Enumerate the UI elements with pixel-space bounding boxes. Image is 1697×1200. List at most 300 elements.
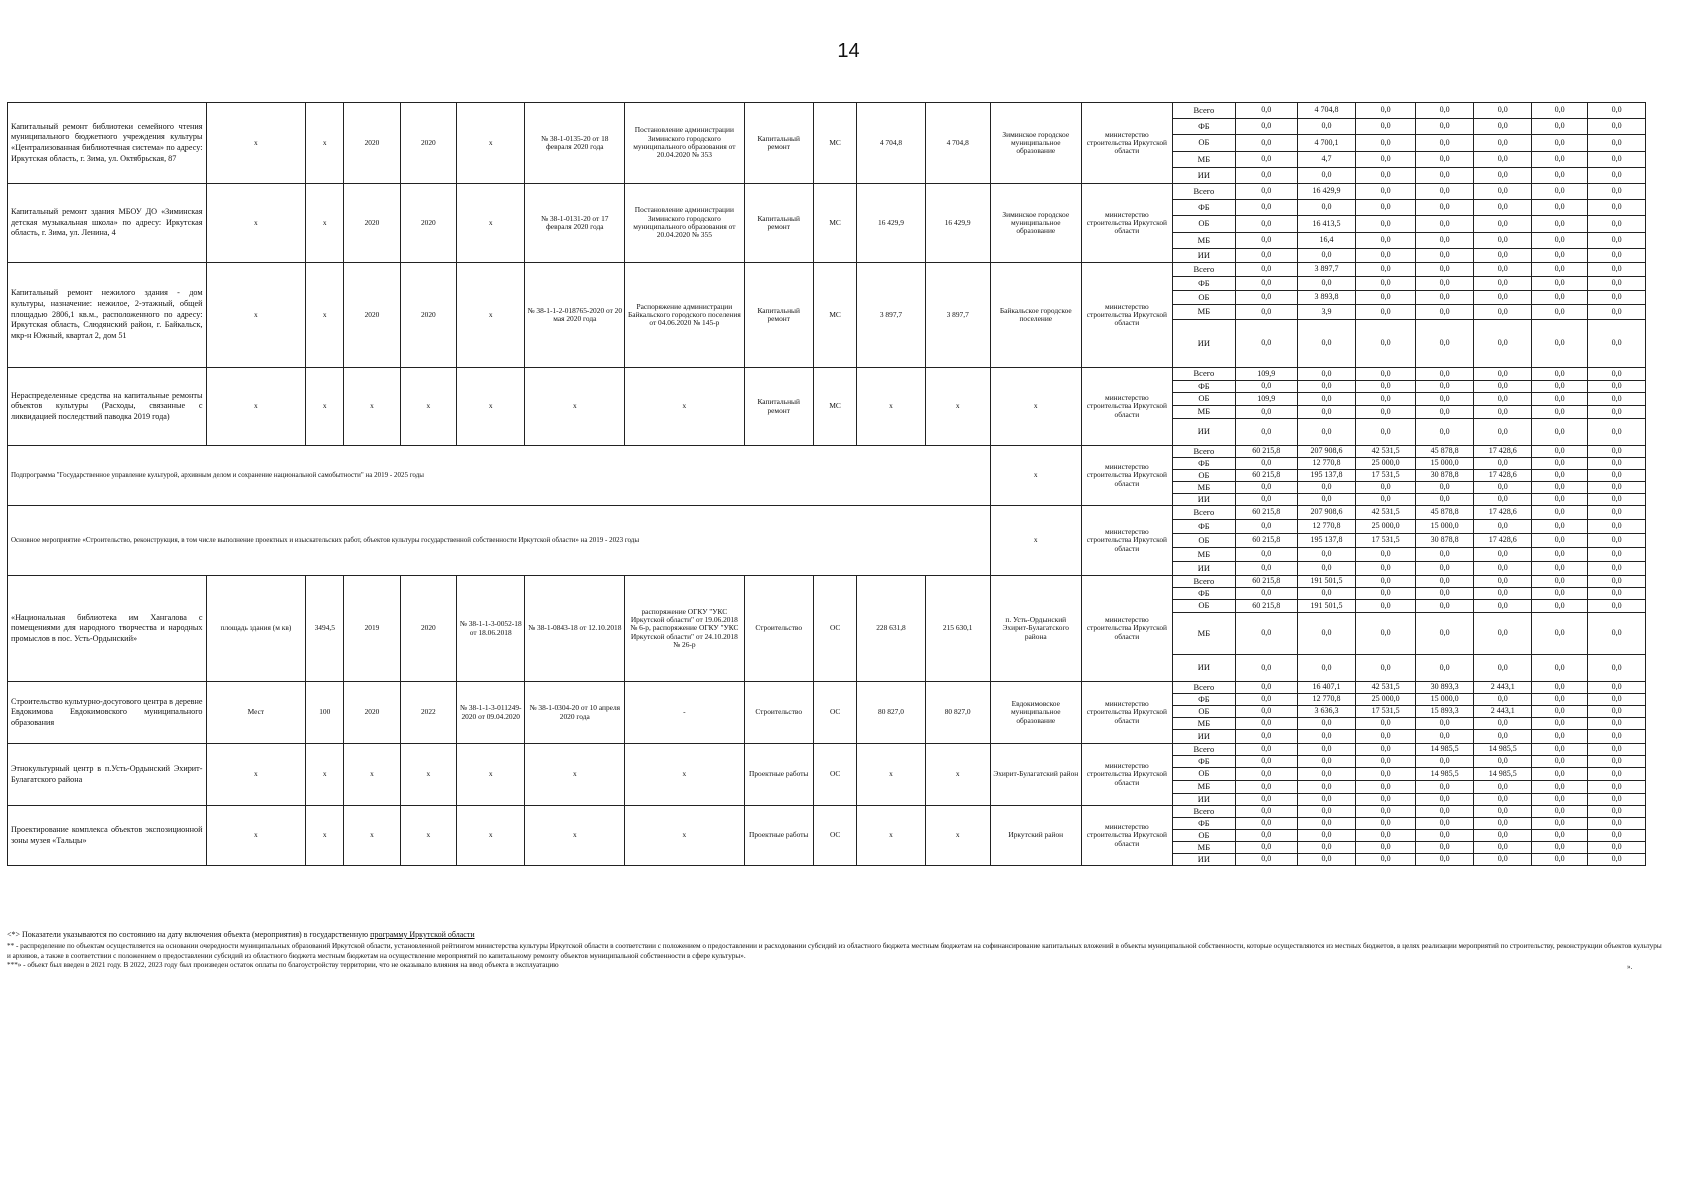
funding-value: 0,0 <box>1297 168 1356 184</box>
funding-value: 0,0 <box>1356 806 1416 818</box>
funding-value: 0,0 <box>1415 730 1474 744</box>
funding-value: 60 215,8 <box>1235 470 1297 482</box>
funding-value: 0,0 <box>1474 277 1531 291</box>
funding-value: 17 428,6 <box>1474 506 1531 520</box>
funding-value: 0,0 <box>1415 854 1474 866</box>
object-c8: x <box>625 368 744 446</box>
funding-value: 0,0 <box>1474 694 1531 706</box>
funding-value: 0,0 <box>1531 381 1587 393</box>
section-name: Подпрограмма "Государственное управление культурой, архивным делом и сохранение национальной самобытности" на 2019 - 2025 годы <box>8 446 991 506</box>
funding-value: 0,0 <box>1474 200 1531 216</box>
funding-level-label: Всего <box>1172 806 1235 818</box>
funding-level-label: МБ <box>1172 842 1235 854</box>
funding-level-label: ИИ <box>1172 320 1235 368</box>
funding-value: 0,0 <box>1235 520 1297 534</box>
object-c5: 2020 <box>400 103 456 184</box>
funding-value: 0,0 <box>1474 794 1531 806</box>
funding-value: 0,0 <box>1235 184 1297 200</box>
funding-level-label: МБ <box>1172 613 1235 655</box>
funding-value: 0,0 <box>1531 263 1587 277</box>
object-c5: x <box>400 806 456 866</box>
funding-value: 0,0 <box>1474 419 1531 446</box>
funding-value: 60 215,8 <box>1235 576 1297 588</box>
object-c14: министерство строительства Иркутской области <box>1081 682 1172 744</box>
funding-value: 15 000,0 <box>1415 520 1474 534</box>
funding-value: 0,0 <box>1356 393 1416 406</box>
table-row <box>8 682 1646 694</box>
funding-value: 0,0 <box>1297 830 1356 842</box>
funding-value: 0,0 <box>1531 694 1587 706</box>
funding-value: 0,0 <box>1531 277 1587 291</box>
funding-value: 0,0 <box>1297 806 1356 818</box>
object-c9: Проектные работы <box>744 744 813 806</box>
object-c7: x <box>525 744 625 806</box>
funding-value: 0,0 <box>1356 291 1416 305</box>
funding-value: 16 413,5 <box>1297 216 1356 233</box>
object-c9: Проектные работы <box>744 806 813 866</box>
funding-value: 0,0 <box>1235 655 1297 682</box>
funding-value: 0,0 <box>1235 277 1297 291</box>
funding-value: 0,0 <box>1588 794 1646 806</box>
funding-value: 0,0 <box>1531 655 1587 682</box>
object-c9: Капитальный ремонт <box>744 368 813 446</box>
object-c7: № 38-1-1-2-018765-2020 от 20 мая 2020 года <box>525 263 625 368</box>
funding-value: 0,0 <box>1474 320 1531 368</box>
funding-value: 0,0 <box>1531 548 1587 562</box>
funding-value: 16 407,1 <box>1297 682 1356 694</box>
funding-value: 45 878,8 <box>1415 506 1474 520</box>
funding-value: 0,0 <box>1588 277 1646 291</box>
funding-value: 0,0 <box>1474 756 1531 768</box>
object-c12: 16 429,9 <box>925 184 990 263</box>
funding-value: 0,0 <box>1588 446 1646 458</box>
funding-value: 0,0 <box>1297 744 1356 756</box>
funding-value: 0,0 <box>1588 706 1646 718</box>
funding-value: 207 908,6 <box>1297 446 1356 458</box>
footnote-1-text: <*> Показатели указываются по состоянию на дату включения объекта (мероприятия) в государственную <box>7 930 371 939</box>
funding-level-label: ИИ <box>1172 730 1235 744</box>
funding-value: 0,0 <box>1474 613 1531 655</box>
funding-value: 0,0 <box>1588 368 1646 381</box>
object-c11: 3 897,7 <box>857 263 925 368</box>
funding-level-label: Всего <box>1172 184 1235 200</box>
funding-value: 0,0 <box>1531 682 1587 694</box>
object-c6: x <box>457 744 525 806</box>
funding-value: 0,0 <box>1235 458 1297 470</box>
object-c6: x <box>457 184 525 263</box>
funding-value: 0,0 <box>1415 249 1474 263</box>
funding-level-label: ФБ <box>1172 694 1235 706</box>
funding-value: 0,0 <box>1588 135 1646 152</box>
funding-value: 0,0 <box>1356 718 1416 730</box>
funding-value: 0,0 <box>1356 494 1416 506</box>
funding-value: 45 878,8 <box>1415 446 1474 458</box>
funding-value: 0,0 <box>1474 806 1531 818</box>
funding-value: 0,0 <box>1235 682 1297 694</box>
funding-value: 0,0 <box>1474 842 1531 854</box>
funding-value: 0,0 <box>1356 562 1416 576</box>
funding-value: 0,0 <box>1588 576 1646 588</box>
funding-value: 0,0 <box>1415 781 1474 794</box>
funding-value: 0,0 <box>1474 135 1531 152</box>
funding-value: 0,0 <box>1474 119 1531 135</box>
funding-value: 0,0 <box>1415 548 1474 562</box>
object-c9: Капитальный ремонт <box>744 263 813 368</box>
object-c6: x <box>457 368 525 446</box>
funding-value: 0,0 <box>1356 781 1416 794</box>
footnote-3: ***» - объект был введен в 2021 году. В 2022, 2023 году был произведен остаток оплаты по благоустройству территории, что не оказывало влияния на ввод объекта в эксплуатацию <box>7 961 559 970</box>
funding-value: 0,0 <box>1588 562 1646 576</box>
funding-value: 14 985,5 <box>1415 744 1474 756</box>
object-c3: x <box>306 368 344 446</box>
object-c8: Постановление администрации Зиминского городского муниципального образования от 20.04.2020 № 353 <box>625 103 744 184</box>
funding-value: 0,0 <box>1474 730 1531 744</box>
funding-value: 0,0 <box>1415 103 1474 119</box>
funding-value: 4,7 <box>1297 152 1356 168</box>
funding-value: 0,0 <box>1531 562 1587 576</box>
funding-value: 0,0 <box>1235 718 1297 730</box>
funding-value: 0,0 <box>1297 548 1356 562</box>
object-c2: Мест <box>206 682 306 744</box>
object-c8: Постановление администрации Зиминского городского муниципального образования от 20.04.2020 № 355 <box>625 184 744 263</box>
funding-value: 0,0 <box>1415 406 1474 419</box>
funding-value: 0,0 <box>1415 184 1474 200</box>
table-row <box>8 744 1646 756</box>
funding-value: 0,0 <box>1531 446 1587 458</box>
funding-value: 0,0 <box>1235 548 1297 562</box>
funding-value: 0,0 <box>1356 818 1416 830</box>
funding-value: 0,0 <box>1415 200 1474 216</box>
object-c14: министерство строительства Иркутской области <box>1081 263 1172 368</box>
funding-value: 17 428,6 <box>1474 446 1531 458</box>
funding-value: 0,0 <box>1588 200 1646 216</box>
object-c11: 80 827,0 <box>857 682 925 744</box>
funding-value: 0,0 <box>1415 368 1474 381</box>
funding-value: 0,0 <box>1356 588 1416 600</box>
table-row <box>8 103 1646 119</box>
funding-value: 191 501,5 <box>1297 576 1356 588</box>
funding-value: 0,0 <box>1531 119 1587 135</box>
funding-value: 0,0 <box>1415 830 1474 842</box>
funding-value: 0,0 <box>1415 393 1474 406</box>
funding-value: 0,0 <box>1235 781 1297 794</box>
funding-value: 0,0 <box>1474 830 1531 842</box>
funding-level-label: Всего <box>1172 576 1235 588</box>
funding-level-label: МБ <box>1172 781 1235 794</box>
funding-value: 0,0 <box>1474 548 1531 562</box>
funding-value: 0,0 <box>1415 168 1474 184</box>
funding-value: 0,0 <box>1588 730 1646 744</box>
funding-value: 0,0 <box>1474 168 1531 184</box>
funding-value: 0,0 <box>1588 781 1646 794</box>
funding-value: 0,0 <box>1297 200 1356 216</box>
funding-value: 0,0 <box>1297 119 1356 135</box>
funding-level-label: ОБ <box>1172 393 1235 406</box>
funding-value: 60 215,8 <box>1235 446 1297 458</box>
funding-value: 0,0 <box>1531 470 1587 482</box>
funding-level-label: ОБ <box>1172 830 1235 842</box>
funding-value: 0,0 <box>1235 694 1297 706</box>
object-c13: Евдокимовское муниципальное образование <box>990 682 1081 744</box>
funding-value: 0,0 <box>1356 482 1416 494</box>
funding-value: 0,0 <box>1235 794 1297 806</box>
funding-level-label: ФБ <box>1172 381 1235 393</box>
funding-value: 195 137,8 <box>1297 470 1356 482</box>
funding-value: 0,0 <box>1415 794 1474 806</box>
funding-value: 0,0 <box>1356 768 1416 781</box>
funding-value: 0,0 <box>1474 249 1531 263</box>
funding-value: 0,0 <box>1356 419 1416 446</box>
funding-value: 60 215,8 <box>1235 600 1297 613</box>
object-c2: x <box>206 263 306 368</box>
funding-value: 25 000,0 <box>1356 458 1416 470</box>
funding-value: 0,0 <box>1235 103 1297 119</box>
funding-value: 14 985,5 <box>1474 744 1531 756</box>
funding-value: 0,0 <box>1588 694 1646 706</box>
funding-value: 60 215,8 <box>1235 534 1297 548</box>
funding-value: 0,0 <box>1235 406 1297 419</box>
funding-value: 0,0 <box>1235 119 1297 135</box>
funding-value: 0,0 <box>1356 216 1416 233</box>
funding-value: 0,0 <box>1474 818 1531 830</box>
funding-value: 0,0 <box>1531 613 1587 655</box>
object-name: Капитальный ремонт нежилого здания - дом культуры, назначение: нежилое, 2-этажный, общей площадью 2806,1 кв.м., расположенного по адресу: Иркутская область, Слюдянский район, г. Байкальск, мкр-н Южный, квартал 2, дом 51 <box>8 263 207 368</box>
object-c5: 2022 <box>400 682 456 744</box>
object-c9: Капитальный ремонт <box>744 184 813 263</box>
object-c13: Байкальское городское поселение <box>990 263 1081 368</box>
funding-level-label: Всего <box>1172 263 1235 277</box>
funding-value: 0,0 <box>1415 119 1474 135</box>
funding-value: 17 428,6 <box>1474 534 1531 548</box>
table-row <box>8 184 1646 200</box>
funding-value: 2 443,1 <box>1474 706 1531 718</box>
object-c4: 2019 <box>344 576 400 682</box>
funding-level-label: Всего <box>1172 506 1235 520</box>
funding-value: 0,0 <box>1588 233 1646 249</box>
object-c13: Иркутский район <box>990 806 1081 866</box>
funding-level-label: Всего <box>1172 368 1235 381</box>
funding-value: 0,0 <box>1235 233 1297 249</box>
object-c9: Строительство <box>744 576 813 682</box>
funding-value: 0,0 <box>1415 419 1474 446</box>
funding-value: 0,0 <box>1297 419 1356 446</box>
object-c3: x <box>306 184 344 263</box>
funding-value: 0,0 <box>1235 730 1297 744</box>
funding-value: 0,0 <box>1235 263 1297 277</box>
object-c14: министерство строительства Иркутской области <box>1081 744 1172 806</box>
funding-value: 30 893,3 <box>1415 682 1474 694</box>
object-c5: x <box>400 744 456 806</box>
object-c6: x <box>457 263 525 368</box>
funding-value: 0,0 <box>1588 152 1646 168</box>
funding-value: 17 531,5 <box>1356 470 1416 482</box>
funding-level-label: ИИ <box>1172 794 1235 806</box>
funding-value: 0,0 <box>1356 842 1416 854</box>
funding-value: 0,0 <box>1297 320 1356 368</box>
funding-value: 0,0 <box>1531 520 1587 534</box>
funding-value: 4 704,8 <box>1297 103 1356 119</box>
funding-value: 0,0 <box>1474 458 1531 470</box>
funding-level-label: ОБ <box>1172 768 1235 781</box>
funding-value: 0,0 <box>1531 216 1587 233</box>
funding-value: 0,0 <box>1356 249 1416 263</box>
funding-value: 0,0 <box>1235 744 1297 756</box>
funding-value: 0,0 <box>1356 600 1416 613</box>
funding-value: 0,0 <box>1415 135 1474 152</box>
object-c2: площадь здания (м кв) <box>206 576 306 682</box>
funding-value: 0,0 <box>1297 655 1356 682</box>
object-c11: x <box>857 368 925 446</box>
funding-value: 17 428,6 <box>1474 470 1531 482</box>
funding-value: 0,0 <box>1235 706 1297 718</box>
funding-value: 0,0 <box>1297 781 1356 794</box>
funding-value: 0,0 <box>1356 152 1416 168</box>
funding-value: 0,0 <box>1297 794 1356 806</box>
funding-value: 0,0 <box>1415 381 1474 393</box>
funding-value: 0,0 <box>1415 263 1474 277</box>
funding-level-label: Всего <box>1172 682 1235 694</box>
object-c12: 4 704,8 <box>925 103 990 184</box>
funding-value: 0,0 <box>1588 806 1646 818</box>
object-c10: МС <box>813 263 856 368</box>
object-c14: министерство строительства Иркутской области <box>1081 576 1172 682</box>
object-c2: x <box>206 103 306 184</box>
funding-value: 0,0 <box>1531 233 1587 249</box>
funding-value: 0,0 <box>1415 494 1474 506</box>
funding-value: 0,0 <box>1415 482 1474 494</box>
funding-value: 0,0 <box>1531 305 1587 320</box>
object-c6: x <box>457 806 525 866</box>
funding-value: 0,0 <box>1531 406 1587 419</box>
funding-value: 0,0 <box>1297 756 1356 768</box>
funding-value: 0,0 <box>1235 830 1297 842</box>
funding-value: 0,0 <box>1297 277 1356 291</box>
object-c14: министерство строительства Иркутской области <box>1081 103 1172 184</box>
funding-level-label: МБ <box>1172 305 1235 320</box>
object-c7: № 38-1-0135-20 от 18 февраля 2020 года <box>525 103 625 184</box>
object-c3: 3494,5 <box>306 576 344 682</box>
object-c8: Распоряжение администрации Байкальского городского поселения от 04.06.2020 № 145-р <box>625 263 744 368</box>
funding-level-label: Всего <box>1172 446 1235 458</box>
object-c3: x <box>306 744 344 806</box>
funding-value: 0,0 <box>1531 768 1587 781</box>
funding-value: 0,0 <box>1588 613 1646 655</box>
funding-value: 0,0 <box>1588 419 1646 446</box>
funding-value: 0,0 <box>1235 305 1297 320</box>
funding-value: 0,0 <box>1588 320 1646 368</box>
funding-level-label: ФБ <box>1172 277 1235 291</box>
funding-level-label: МБ <box>1172 548 1235 562</box>
funding-value: 0,0 <box>1356 233 1416 249</box>
funding-value: 0,0 <box>1235 381 1297 393</box>
funding-value: 0,0 <box>1531 781 1587 794</box>
funding-value: 0,0 <box>1531 534 1587 548</box>
object-c4: x <box>344 744 400 806</box>
funding-value: 0,0 <box>1588 119 1646 135</box>
funding-value: 0,0 <box>1235 562 1297 576</box>
funding-value: 0,0 <box>1531 718 1587 730</box>
object-c5: x <box>400 368 456 446</box>
funding-value: 0,0 <box>1235 756 1297 768</box>
funding-value: 0,0 <box>1297 854 1356 866</box>
funding-level-label: ОБ <box>1172 291 1235 305</box>
object-c2: x <box>206 744 306 806</box>
funding-value: 0,0 <box>1297 718 1356 730</box>
funding-value: 0,0 <box>1474 854 1531 866</box>
funding-value: 0,0 <box>1235 854 1297 866</box>
funding-value: 0,0 <box>1474 152 1531 168</box>
object-c4: x <box>344 368 400 446</box>
object-c10: МС <box>813 184 856 263</box>
funding-value: 0,0 <box>1474 233 1531 249</box>
funding-value: 25 000,0 <box>1356 520 1416 534</box>
funding-value: 0,0 <box>1235 152 1297 168</box>
funding-value: 0,0 <box>1531 842 1587 854</box>
funding-value: 0,0 <box>1297 818 1356 830</box>
funding-value: 0,0 <box>1531 818 1587 830</box>
funding-value: 0,0 <box>1415 291 1474 305</box>
funding-value: 0,0 <box>1474 263 1531 277</box>
funding-value: 0,0 <box>1356 381 1416 393</box>
object-c4: 2020 <box>344 263 400 368</box>
funding-value: 0,0 <box>1531 103 1587 119</box>
funding-value: 0,0 <box>1356 184 1416 200</box>
closing-mark: ». <box>1627 963 1633 971</box>
funding-value: 0,0 <box>1356 135 1416 152</box>
funding-value: 0,0 <box>1531 576 1587 588</box>
page-number: 14 <box>837 40 860 62</box>
funding-value: 0,0 <box>1415 562 1474 576</box>
funding-level-label: ФБ <box>1172 458 1235 470</box>
funding-value: 0,0 <box>1356 576 1416 588</box>
funding-value: 0,0 <box>1297 249 1356 263</box>
funding-value: 0,0 <box>1474 781 1531 794</box>
object-c3: x <box>306 806 344 866</box>
funding-value: 0,0 <box>1531 291 1587 305</box>
section-c13: x <box>990 506 1081 576</box>
funding-value: 0,0 <box>1356 320 1416 368</box>
funding-level-label: ИИ <box>1172 494 1235 506</box>
funding-value: 0,0 <box>1531 706 1587 718</box>
funding-value: 0,0 <box>1531 249 1587 263</box>
table-row <box>8 446 1646 458</box>
object-c10: ОС <box>813 744 856 806</box>
funding-level-label: Всего <box>1172 103 1235 119</box>
funding-value: 0,0 <box>1235 249 1297 263</box>
funding-level-label: ИИ <box>1172 168 1235 184</box>
object-c11: 16 429,9 <box>857 184 925 263</box>
funding-value: 0,0 <box>1588 600 1646 613</box>
object-c14: министерство строительства Иркутской области <box>1081 368 1172 446</box>
funding-value: 0,0 <box>1415 588 1474 600</box>
funding-value: 0,0 <box>1415 152 1474 168</box>
object-c7: № 38-1-0131-20 от 17 февраля 2020 года <box>525 184 625 263</box>
object-c7: x <box>525 806 625 866</box>
object-c8: - <box>625 682 744 744</box>
funding-value: 15 000,0 <box>1415 458 1474 470</box>
funding-value: 0,0 <box>1531 600 1587 613</box>
funding-value: 30 878,8 <box>1415 470 1474 482</box>
funding-level-label: МБ <box>1172 718 1235 730</box>
footnotes <box>7 930 1667 971</box>
object-c13: Зиминское городское муниципальное образование <box>990 103 1081 184</box>
funding-value: 0,0 <box>1235 588 1297 600</box>
funding-value: 0,0 <box>1588 291 1646 305</box>
object-c5: 2020 <box>400 576 456 682</box>
funding-value: 42 531,5 <box>1356 682 1416 694</box>
funding-value: 0,0 <box>1356 548 1416 562</box>
funding-value: 0,0 <box>1588 482 1646 494</box>
